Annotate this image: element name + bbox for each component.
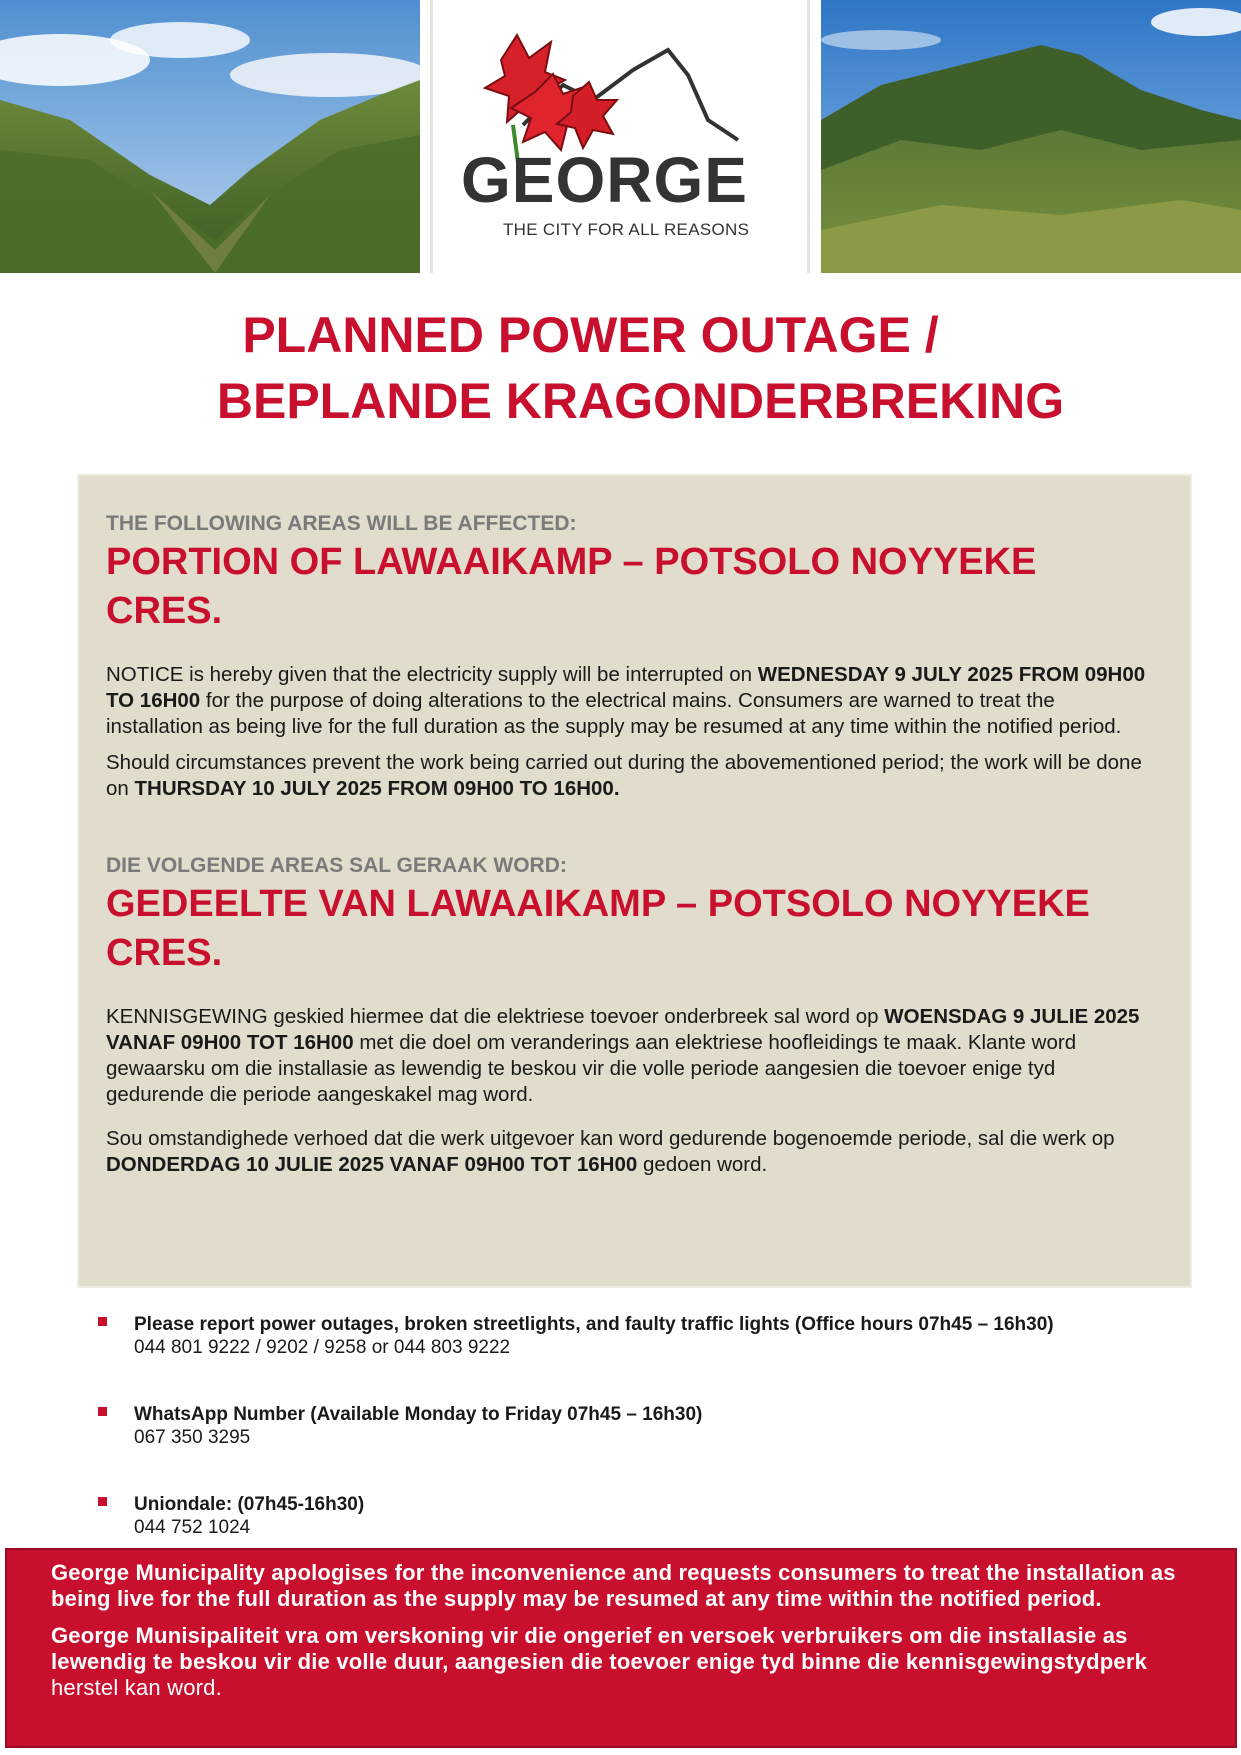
contact-title: WhatsApp Number (Available Monday to Friday 07h45 – 16h30)	[134, 1404, 703, 1425]
title-afrikaans: BEPLANDE KRAGONDERBREKING	[216, 373, 1065, 429]
apology-footer	[5, 1548, 1237, 1748]
contact-number: 067 350 3295	[134, 1427, 251, 1448]
afrikaans-areas-label: DIE VOLGENDE AREAS SAL GERAAK WORD:	[106, 854, 567, 877]
contact-title: Please report power outages, broken streetlights, and faulty traffic lights (Office hours 07h45 – 16h30)	[134, 1314, 1054, 1335]
afrikaans-alternate-paragraph: Sou omstandighede verhoed dat die werk uitgevoer kan word gedurende bogenoemde periode, sal die werk op DONDERDAG 10 JULIE 2025 VANAF 09H00 TOT 16H00 gedoen word.	[106, 1127, 1115, 1176]
english-alternate-date: THURSDAY 10 JULY 2025 FROM 09H00 TO 16H00.	[134, 777, 620, 800]
square-bullet-icon	[98, 1497, 107, 1506]
logo-wordmark: GEORGE	[461, 144, 748, 216]
contact-list	[96, 1313, 1196, 1583]
header-banner	[0, 0, 1241, 273]
square-bullet-icon	[98, 1407, 107, 1416]
afrikaans-outage-date: WOENSDAG 9 JULIE 2025 VANAF 09H00 TOT 16H00	[106, 1005, 1140, 1054]
english-alternate-paragraph: Should circumstances prevent the work being carried out during the abovementioned period; the work will be done on THURSDAY 10 JULY 2025 FROM 09H00 TO 16H00.	[106, 751, 1142, 800]
mountain-photo-left	[0, 0, 420, 273]
square-bullet-icon	[98, 1317, 107, 1326]
english-outage-date: WEDNESDAY 9 JULY 2025 FROM 09H00 TO 16H00	[106, 663, 1146, 712]
mountain-photo-right	[821, 0, 1241, 273]
english-area-heading: PORTION OF LAWAAIKAMP – POTSOLO NOYYEKE CRES.	[106, 541, 1037, 632]
english-notice-paragraph: NOTICE is hereby given that the electricity supply will be interrupted on WEDNESDAY 9 JULY 2025 FROM 09H00 TO 16H00 for the purpose of doing alterations to the electrical mains. Consumers are warned to treat the installation as being live for the full duration as the supply may be resumed at any time within the notified period.	[106, 663, 1146, 738]
contact-number: 044 801 9222 / 9202 / 9258 or 044 803 9222	[134, 1337, 511, 1358]
notice-box	[77, 474, 1192, 1288]
title-english: PLANNED POWER OUTAGE /	[242, 307, 939, 363]
contact-number: 044 752 1024	[134, 1517, 251, 1538]
list-item	[96, 1493, 1196, 1539]
list-item	[96, 1313, 1196, 1359]
afrikaans-alternate-date: DONDERDAG 10 JULIE 2025 VANAF 09H00 TOT 16H00	[106, 1153, 638, 1176]
afrikaans-notice-paragraph: KENNISGEWING geskied hiermee dat die elektriese toevoer onderbreek sal word op WOENSDAG 9 JULIE 2025 VANAF 09H00 TOT 16H00 met die doel om veranderings aan elektriese hoofleidings te maak. Klante word gewaarsku om die installasie as lewendig te beskou vir die volle periode aangesien die toevoer enige tyd gedurende die periode aangeskakel mag word.	[106, 1005, 1140, 1106]
list-item	[96, 1403, 1196, 1449]
footer-afrikaans: George Munisipaliteit vra om verskoning vir die ongerief en versoek verbruikers om die installasie as lewendig te beskou vir die volle duur, aangesien die toevoer enige tyd binne die kennisgewingstydperk herstel kan word.	[51, 1623, 1148, 1700]
logo-tagline: THE CITY FOR ALL REASONS	[503, 220, 750, 239]
page-title	[0, 302, 1241, 434]
contact-title: Uniondale: (07h45-16h30)	[134, 1494, 365, 1515]
footer-english: George Municipality apologises for the inconvenience and requests consumers to treat the installation as being live for the full duration as the supply may be resumed at any time within the notified period.	[51, 1560, 1176, 1611]
english-areas-label: THE FOLLOWING AREAS WILL BE AFFECTED:	[106, 512, 577, 535]
george-logo	[430, 0, 810, 273]
notice-content	[106, 512, 1146, 1178]
afrikaans-area-heading: GEDEELTE VAN LAWAAIKAMP – POTSOLO NOYYEKE CRES.	[106, 883, 1090, 974]
